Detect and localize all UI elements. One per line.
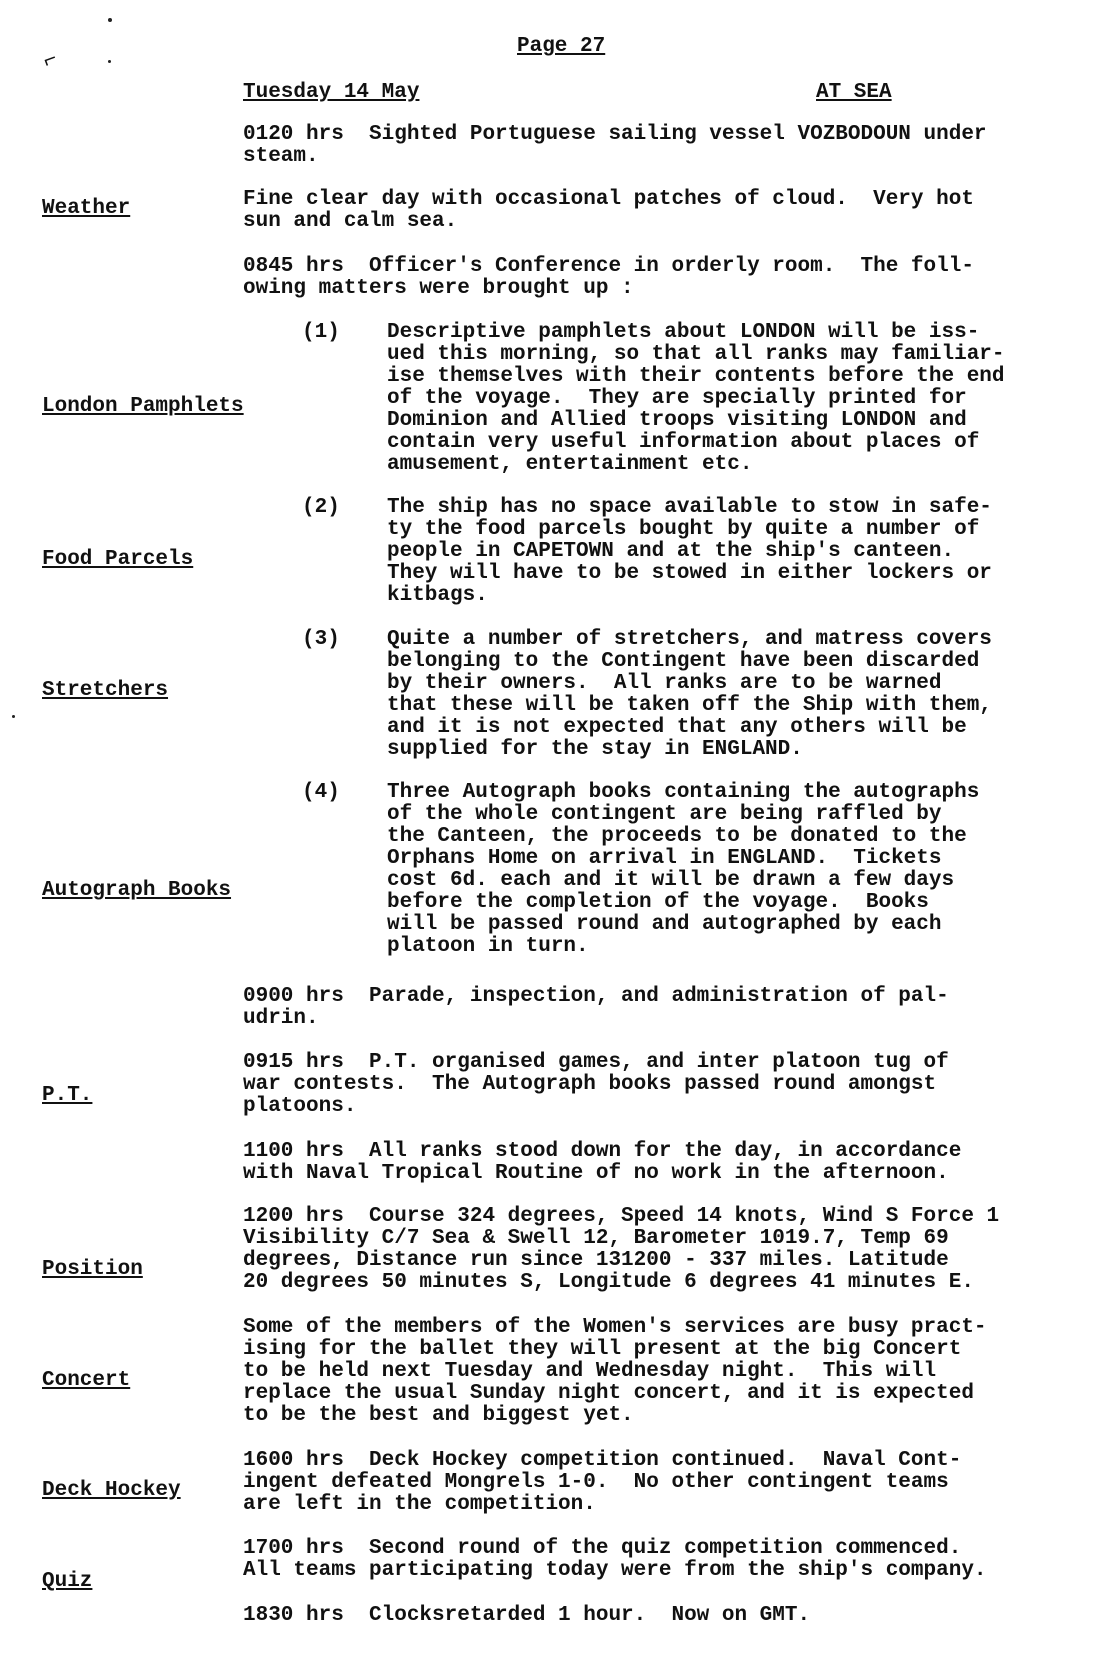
item-2-line-2: ty the food parcels bought by quite a number of xyxy=(387,518,980,541)
item-2-line-3: people in CAPETOWN and at the ship's canteen. xyxy=(387,540,955,563)
entry-1100-line-2: with Naval Tropical Routine of no work in the afternoon. xyxy=(243,1162,949,1185)
item-3-line-5: and it is not expected that any others will be xyxy=(387,716,967,739)
margin-label-concert: Concert xyxy=(42,1369,131,1392)
entry-1600-line-1: 1600 hrs Deck Hockey competition continued. Naval Cont- xyxy=(243,1449,962,1472)
entry-1200-line-2: Visibility C/7 Sea & Swell 12, Barometer 1019.7, Temp 69 xyxy=(243,1227,949,1250)
item-3-line-1: Quite a number of stretchers, and matress covers xyxy=(387,628,992,651)
weather-line-1: Fine clear day with occasional patches of cloud. Very hot xyxy=(243,188,974,211)
entry-0845-line-2: owing matters were brought up : xyxy=(243,277,634,300)
item-1-line-5: Dominion and Allied troops visiting LONDON and xyxy=(387,409,967,432)
entry-1700-line-1: 1700 hrs Second round of the quiz competition commenced. xyxy=(243,1537,962,1560)
item-3-line-3: by their owners. All ranks are to be warned xyxy=(387,672,942,695)
margin-label-position: Position xyxy=(42,1258,143,1281)
item-1-line-1: Descriptive pamphlets about LONDON will be iss- xyxy=(387,321,980,344)
item-1-line-6: contain very useful information about places of xyxy=(387,431,980,454)
item-4-line-3: the Canteen, the proceeds to be donated to the xyxy=(387,825,967,848)
margin-label-quiz: Quiz xyxy=(42,1570,93,1593)
item-4-line-6: before the completion of the voyage. Books xyxy=(387,891,929,914)
margin-label-stretchers: Stretchers xyxy=(42,679,169,702)
entry-0915-line-2: war contests. The Autograph books passed round amongst xyxy=(243,1073,937,1096)
entry-1100-line-1: 1100 hrs All ranks stood down for the day, in accordance xyxy=(243,1140,962,1163)
concert-line-1: Some of the members of the Women's services are busy pract- xyxy=(243,1316,987,1339)
item-4-line-5: cost 6d. each and it will be drawn a few days xyxy=(387,869,955,892)
entry-1600-line-3: are left in the competition. xyxy=(243,1493,596,1516)
entry-0915-line-1: 0915 hrs P.T. organised games, and inter platoon tug of xyxy=(243,1051,949,1074)
entry-location: AT SEA xyxy=(816,81,892,104)
item-4-number: (4) xyxy=(302,781,340,804)
margin-label-food-parcels: Food Parcels xyxy=(42,548,194,571)
item-1-line-4: of the voyage. They are specially printed for xyxy=(387,387,967,410)
entry-1200-line-3: degrees, Distance run since 131200 - 337 miles. Latitude xyxy=(243,1249,949,1272)
concert-line-5: to be the best and biggest yet. xyxy=(243,1404,634,1427)
speck xyxy=(108,18,112,22)
concert-line-4: replace the usual Sunday night concert, and it is expected xyxy=(243,1382,974,1405)
margin-label-deck-hockey: Deck Hockey xyxy=(42,1479,181,1502)
speck xyxy=(108,60,111,63)
entry-1830-line-1: 1830 hrs Clocksretarded 1 hour. Now on GMT. xyxy=(243,1604,811,1627)
item-3-line-4: that these will be taken off the Ship with them, xyxy=(387,694,992,717)
entry-1200-line-4: 20 degrees 50 minutes S, Longitude 6 degrees 41 minutes E. xyxy=(243,1271,974,1294)
entry-0915-line-3: platoons. xyxy=(243,1095,357,1118)
entry-0900-line-1: 0900 hrs Parade, inspection, and administration of pal- xyxy=(243,985,949,1008)
item-2-line-5: kitbags. xyxy=(387,584,488,607)
entry-0845-line-1: 0845 hrs Officer's Conference in orderly room. The foll- xyxy=(243,255,974,278)
entry-date: Tuesday 14 May xyxy=(243,81,420,104)
item-4-line-8: platoon in turn. xyxy=(387,935,589,958)
item-1-line-2: ued this morning, so that all ranks may familiar- xyxy=(387,343,1005,366)
item-4-line-4: Orphans Home on arrival in ENGLAND. Tickets xyxy=(387,847,942,870)
page-number: Page 27 xyxy=(517,35,606,58)
item-4-line-7: will be passed round and autographed by each xyxy=(387,913,942,936)
entry-1600-line-2: ingent defeated Mongrels 1-0. No other contingent teams xyxy=(243,1471,949,1494)
entry-1200-line-1: 1200 hrs Course 324 degrees, Speed 14 knots, Wind S Force 1 xyxy=(243,1205,1000,1228)
speck xyxy=(12,715,15,718)
margin-label-autograph-books: Autograph Books xyxy=(42,879,232,902)
concert-line-3: to be held next Tuesday and Wednesday night. This will xyxy=(243,1360,937,1383)
item-4-line-1: Three Autograph books containing the autographs xyxy=(387,781,980,804)
margin-label-weather: Weather xyxy=(42,197,131,220)
item-2-line-4: They will have to be stowed in either lockers or xyxy=(387,562,992,585)
item-1-line-3: ise themselves with their contents before the end xyxy=(387,365,1005,388)
concert-line-2: ising for the ballet they will present at the big Concert xyxy=(243,1338,962,1361)
entry-1700-line-2: All teams participating today were from the ship's company. xyxy=(243,1559,987,1582)
item-3-number: (3) xyxy=(302,628,340,651)
weather-line-2: sun and calm sea. xyxy=(243,210,458,233)
handwritten-mark: ⌐ xyxy=(39,46,61,75)
entry-0120-line-1: 0120 hrs Sighted Portuguese sailing vessel VOZBODOUN under xyxy=(243,123,987,146)
item-2-number: (2) xyxy=(302,496,340,519)
item-1-number: (1) xyxy=(302,321,340,344)
margin-label-london-pamphlets: London Pamphlets xyxy=(42,395,244,418)
item-2-line-1: The ship has no space available to stow in safe- xyxy=(387,496,992,519)
entry-0120-line-2: steam. xyxy=(243,145,319,168)
item-1-line-7: amusement, entertainment etc. xyxy=(387,453,753,476)
item-4-line-2: of the whole contingent are being raffled by xyxy=(387,803,942,826)
item-3-line-2: belonging to the Contingent have been discarded xyxy=(387,650,980,673)
entry-0900-line-2: udrin. xyxy=(243,1007,319,1030)
item-3-line-6: supplied for the stay in ENGLAND. xyxy=(387,738,803,761)
margin-label-pt: P.T. xyxy=(42,1084,93,1107)
